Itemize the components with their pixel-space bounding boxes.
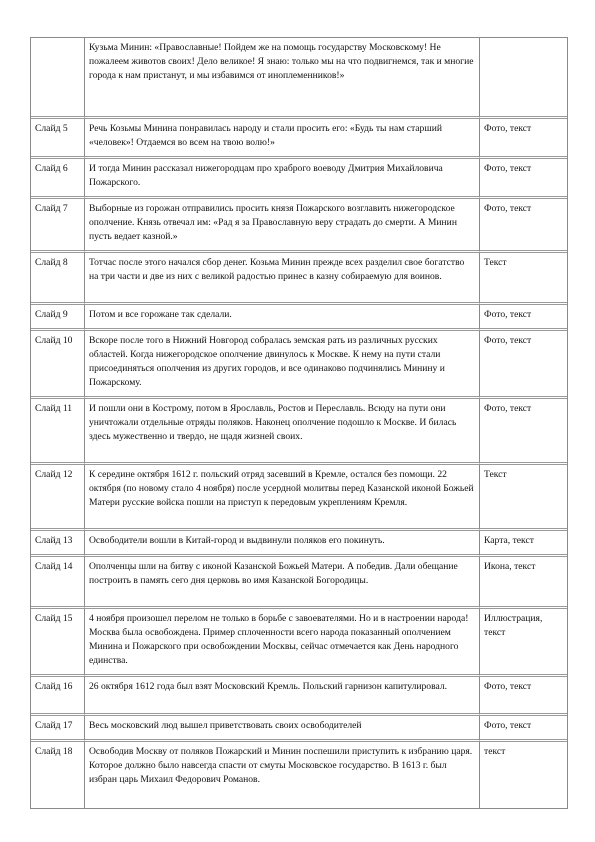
table-row <box>31 119 567 159</box>
table-row <box>31 742 567 808</box>
table-row <box>31 159 567 199</box>
narration-text-cell: Освободители вошли в Китай-город и выдвинули поляков его покинуть. <box>85 531 480 557</box>
media-type-cell: Фото, текст <box>480 159 567 199</box>
narration-text-cell: 26 октября 1612 года был взят Московский Кремль. Польский гарнизон капитулировал. <box>85 677 480 716</box>
narration-text-cell: Вскоре после того в Нижний Новгород собралась земская рать из различных русских областей. Когда нижегородское ополчение двинулось к Москве. К нему на пути стали присоединяться ополчения из других городов, и все одинаково подчинялись Минину и Пожарскому. <box>85 331 480 399</box>
narration-text-cell: Ополченцы шли на битву с иконой Казанской Божьей Матери. А победив. Дали обещание построить в память сего дня церковь во имя Казанской Богородицы. <box>85 557 480 609</box>
slide-number-cell: Слайд 18 <box>31 742 85 808</box>
table-row <box>31 716 567 742</box>
slide-number-cell: Слайд 17 <box>31 716 85 742</box>
slide-number-cell <box>31 38 85 119</box>
table-row <box>31 465 567 531</box>
media-type-cell: Фото, текст <box>480 716 567 742</box>
narration-text-cell: Кузьма Минин: «Православные! Пойдем же на помощь государству Московскому! Не пожалеем животов своих! Дело великое! Я знаю: только мы на что подвигнемся, так и многие города к нам пристанут, и мы избавимся от иноплеменников!» <box>85 38 480 119</box>
narration-text-cell: К середине октября 1612 г. польский отряд засевший в Кремле, остался без помощи. 22 октября (по новому стало 4 ноября) после усердной молитвы перед Казанской иконой Божьей Матери русские войска пошли на приступ к передовым укреплениям Кремля. <box>85 465 480 531</box>
narration-text-cell: И пошли они в Кострому, потом в Ярославль, Ростов и Переславль. Всюду на пути они уничтожали отдельные отряды поляков. Наконец ополчение подошло к Москве. И билась здесь мужественно и твердо, не щадя жизней своих. <box>85 399 480 465</box>
slide-number-cell: Слайд 16 <box>31 677 85 716</box>
narration-text-cell: Тотчас после этого начался сбор денег. Козьма Минин прежде всех разделил свое богатство на три части и две из них с великой радостью принес в казну собираемую для воинов. <box>85 253 480 305</box>
media-type-cell: Карта, текст <box>480 531 567 557</box>
slides-table-body <box>31 38 567 808</box>
narration-text-cell: Весь московский люд вышел приветствовать своих освободителей <box>85 716 480 742</box>
media-type-cell: Текст <box>480 465 567 531</box>
media-type-cell: Фото, текст <box>480 305 567 331</box>
slide-number-cell: Слайд 8 <box>31 253 85 305</box>
slide-number-cell: Слайд 14 <box>31 557 85 609</box>
table-row <box>31 609 567 677</box>
media-type-cell: Икона, текст <box>480 557 567 609</box>
table-row <box>31 253 567 305</box>
slide-number-cell: Слайд 7 <box>31 199 85 253</box>
table-row <box>31 531 567 557</box>
narration-text-cell: И тогда Минин рассказал нижегородцам про храброго воеводу Дмитрия Михайловича Пожарского. <box>85 159 480 199</box>
slide-number-cell: Слайд 15 <box>31 609 85 677</box>
narration-text-cell: Освободив Москву от поляков Пожарский и Минин поспешили приступить к избранию царя. Которое должно было навсегда спасти от смуты Московское государство. В 1613 г. был избран царь Михаил Федорович Романов. <box>85 742 480 808</box>
slide-number-cell: Слайд 5 <box>31 119 85 159</box>
media-type-cell: Фото, текст <box>480 199 567 253</box>
media-type-cell: Фото, текст <box>480 677 567 716</box>
narration-text-cell: 4 ноября произошел перелом не только в борьбе с завоевателями. Но и в настроении народа! Москва была освобождена. Пример сплоченности всего народа показанный ополчением Минина и Пожарского при освобождении Москвы, сейчас отмечается как День народного единства. <box>85 609 480 677</box>
slide-number-cell: Слайд 10 <box>31 331 85 399</box>
slide-number-cell: Слайд 12 <box>31 465 85 531</box>
slides-table <box>30 37 568 809</box>
media-type-cell: Фото, текст <box>480 399 567 465</box>
narration-text-cell: Выборные из горожан отправились просить князя Пожарского возглавить нижегородское ополчение. Князь отвечал им: «Рад я за Православную веру страдать до смерти. А Минин пусть ведает казной.» <box>85 199 480 253</box>
table-row <box>31 331 567 399</box>
table-row <box>31 305 567 331</box>
slide-number-cell: Слайд 9 <box>31 305 85 331</box>
slide-number-cell: Слайд 11 <box>31 399 85 465</box>
table-row <box>31 199 567 253</box>
table-row <box>31 557 567 609</box>
table-row <box>31 677 567 716</box>
media-type-cell: Фото, текст <box>480 119 567 159</box>
media-type-cell: Текст <box>480 253 567 305</box>
media-type-cell: текст <box>484 746 506 757</box>
table-row <box>31 399 567 465</box>
slide-number-cell: Слайд 13 <box>31 531 85 557</box>
narration-text-cell: Потом и все горожане так сделали. <box>85 305 480 331</box>
narration-text-cell: Речь Козьмы Минина понравилась народу и стали просить его: «Будь ты нам старший «человек»! Отдаемся во всем на твою волю!» <box>85 119 480 159</box>
media-type-cell: Иллюстрация, текст <box>480 609 567 677</box>
table-row <box>31 38 567 119</box>
slide-number-cell: Слайд 6 <box>31 159 85 199</box>
media-type-cell: Фото, текст <box>480 331 567 399</box>
media-type-cell <box>480 38 567 119</box>
